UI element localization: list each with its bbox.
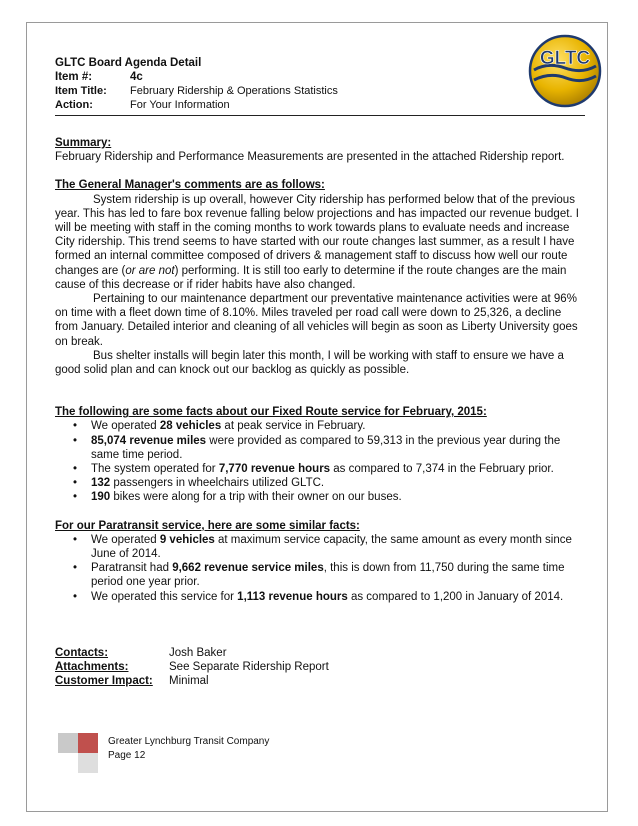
gm-paragraph-1: System ridership is up overall, however City ridership has performed below that of the previous year. This has led to fare box revenue falling below projections and has impacted our revenue budget. I will be meeting with staff in the coming months to work towards plans to evaluate needs and increase City ridership. This trend seems to have started with our route changes last summer, as a result I have formed an internal committee composed of drivers & management staff to discuss how well our route changes are (or are not) performing. It is still too early to determine if the route changes are the main cause of this decrease or if rider habits have also changed. <box>55 193 580 291</box>
footer-square-gray <box>58 733 78 753</box>
summary-heading: Summary: <box>55 137 112 149</box>
contacts-block <box>55 646 585 689</box>
customer-impact-value: Minimal <box>169 675 209 688</box>
footer-square-light <box>78 753 98 773</box>
item-number-row <box>55 70 338 84</box>
fixed-route-list <box>55 419 585 504</box>
gm-italic: or are not <box>125 264 175 277</box>
gm-paragraph-3: Bus shelter installs will begin later this month, I will be working with staff to ensure we have a good solid plan and can knock out our backlog as quickly as possible. <box>55 349 564 377</box>
action-label: Action: <box>55 99 93 111</box>
summary-text: February Ridership and Performance Measurements are presented in the attached Ridership report. <box>55 151 565 164</box>
footer-page-number: Page 12 <box>108 750 146 761</box>
list-item: • Paratransit had 9,662 revenue service miles, this is down from 11,750 during the same time period one year prior. <box>55 561 585 589</box>
fixed-route-heading: The following are some facts about our Fixed Route service for February, 2015: <box>55 406 487 419</box>
attachments-value: See Separate Ridership Report <box>169 661 329 674</box>
list-item: • The system operated for 7,770 revenue hours as compared to 7,374 in the February prior. <box>55 462 585 476</box>
attachments-label: Attachments: <box>55 661 129 674</box>
gm-heading: The General Manager's comments are as follows: <box>55 179 325 192</box>
footer-company: Greater Lynchburg Transit Company <box>108 736 270 747</box>
footer-square-red <box>78 733 98 753</box>
paratransit-heading: For our Paratransit service, here are some similar facts: <box>55 519 360 532</box>
list-item: • We operated this service for 1,113 revenue hours as compared to 1,200 in January of 2014. <box>55 590 585 604</box>
list-item: • 132 passengers in wheelchairs utilized GLTC. <box>55 476 585 490</box>
item-title-label: Item Title: <box>55 85 107 97</box>
action-row <box>55 98 338 112</box>
list-item: • We operated 9 vehicles at maximum service capacity, the same amount as every month since June of 2014. <box>55 533 585 561</box>
paratransit-list <box>55 533 585 604</box>
item-title-value: February Ridership & Operations Statistics <box>130 85 338 97</box>
gltc-logo <box>528 34 602 108</box>
customer-impact-label: Customer Impact: <box>55 675 153 688</box>
agenda-title: GLTC Board Agenda Detail <box>55 57 202 69</box>
list-item: • 190 bikes were along for a trip with their owner on our buses. <box>55 490 585 504</box>
item-number-label: Item #: <box>55 71 93 83</box>
list-item: • We operated 28 vehicles at peak service in February. <box>55 419 585 433</box>
item-number-value: 4c <box>130 71 143 83</box>
action-value: For Your Information <box>130 99 230 111</box>
agenda-body <box>55 136 585 689</box>
gm-paragraph-2: Pertaining to our maintenance department our preventative maintenance activities were at 96% on time with a fleet down time of 8.10%. Miles traveled per road call were down to 25,326, a decline from January. Detailed interior and cleaning of all vehicles will begin as soon as Liberty University goes on break. <box>55 293 578 348</box>
logo-text: GLTC <box>539 48 591 69</box>
contacts-value: Josh Baker <box>169 646 227 659</box>
list-item: • 85,074 revenue miles were provided as compared to 59,313 in the previous year during the same time period. <box>55 434 585 462</box>
item-title-row <box>55 84 338 98</box>
contacts-label: Contacts: <box>55 646 109 659</box>
agenda-header <box>55 56 338 112</box>
header-rule <box>55 115 585 116</box>
